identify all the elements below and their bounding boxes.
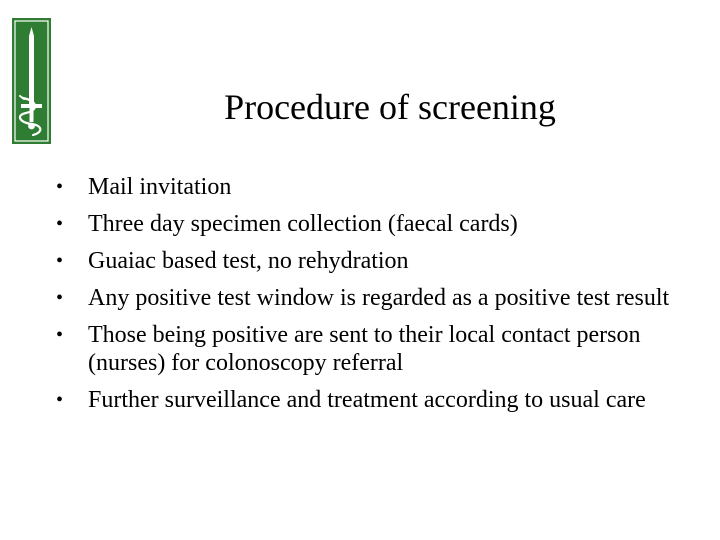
bullet-text: Three day specimen collection (faecal cards) <box>88 211 518 237</box>
bullet-dot-icon: • <box>56 176 64 198</box>
bullet-text: Those being positive are sent to their local contact person (nurses) for colonoscopy referral <box>88 322 641 376</box>
sword-serpent-emblem-icon <box>12 18 51 144</box>
bullet-text: Any positive test window is regarded as a positive test result <box>88 285 670 311</box>
bullet-list <box>56 173 676 423</box>
bullet-item <box>56 173 676 201</box>
bullet-item <box>56 247 676 275</box>
bullet-text: Guaiac based test, no rehydration <box>88 248 409 274</box>
bullet-item <box>56 321 676 377</box>
slide-title: Procedure of screening <box>224 87 556 127</box>
bullet-dot-icon: • <box>56 250 64 272</box>
bullet-item <box>56 210 676 238</box>
bullet-dot-icon: • <box>56 389 64 411</box>
bullet-dot-icon: • <box>56 213 64 235</box>
bullet-dot-icon: • <box>56 324 64 346</box>
bullet-dot-icon: • <box>56 287 64 309</box>
bullet-item <box>56 284 676 312</box>
bullet-text: Further surveillance and treatment according to usual care <box>88 387 646 413</box>
bullet-item <box>56 386 676 414</box>
bullet-text: Mail invitation <box>88 174 232 200</box>
